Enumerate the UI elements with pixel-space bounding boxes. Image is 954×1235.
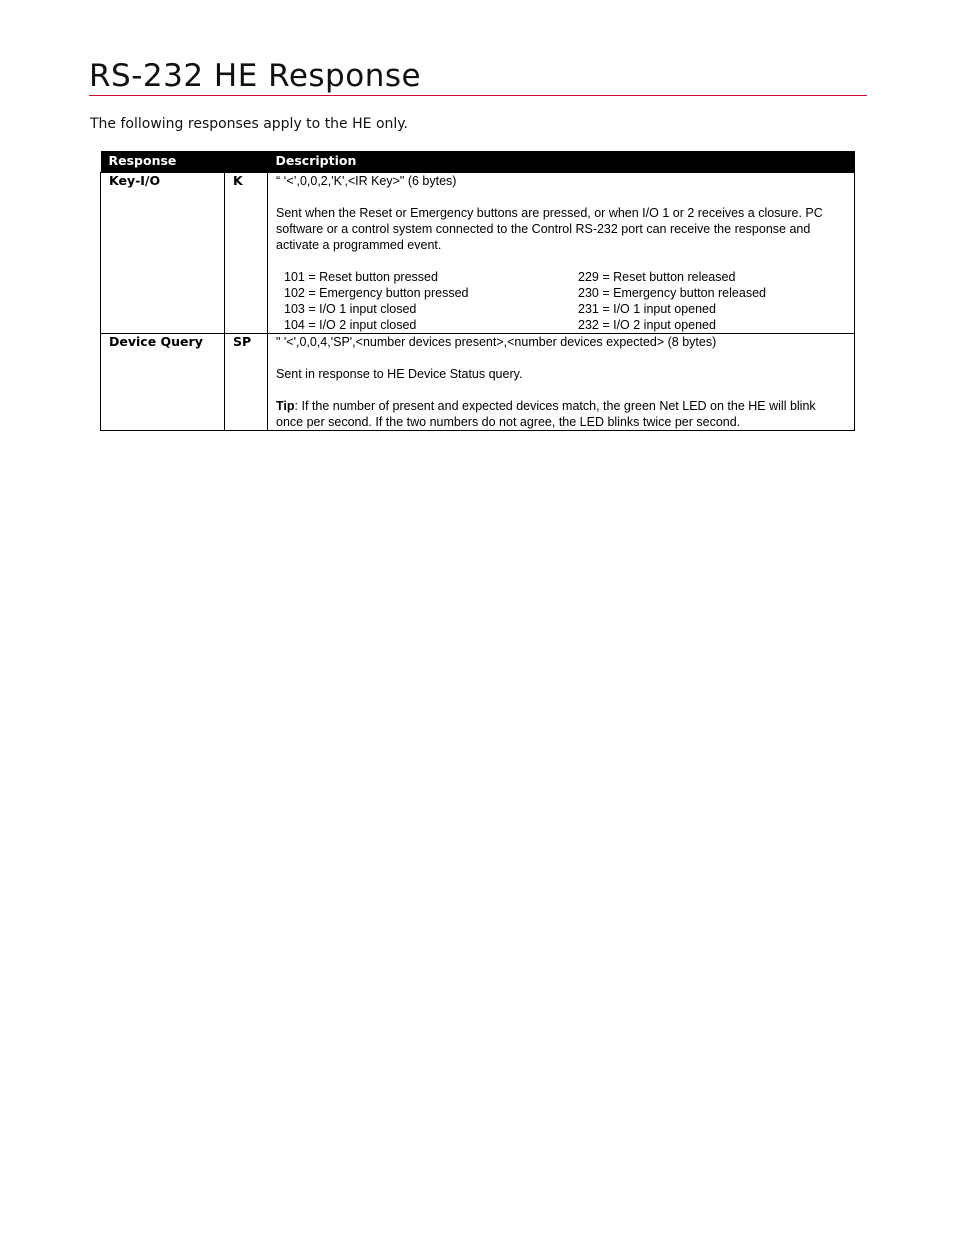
key-io-format: “ ‘<’,0,0,2,'K',<IR Key>" (6 bytes) (276, 174, 457, 188)
header-response: Response (101, 151, 268, 173)
row-name-device-query: Device Query (101, 334, 225, 431)
key-io-code-list (276, 269, 846, 333)
code-entry: 104 = I/O 2 input closed (284, 318, 417, 332)
header-description: Description (268, 151, 855, 173)
spacer (276, 189, 846, 205)
key-io-codes-left (284, 269, 578, 333)
code-entry: 230 = Emergency button released (578, 286, 766, 300)
spacer (276, 382, 846, 398)
title-rule (89, 95, 867, 96)
row-desc-key-io (268, 173, 855, 334)
intro-text: The following responses apply to the HE only. (90, 116, 409, 132)
code-entry: 232 = I/O 2 input opened (578, 318, 716, 332)
code-entry: 229 = Reset button released (578, 270, 736, 284)
key-io-codes-right (578, 269, 846, 333)
response-table (100, 151, 855, 431)
table-row-key-io (101, 173, 855, 334)
row-code-device-query: SP (225, 334, 268, 431)
device-query-tip (276, 398, 846, 430)
row-desc-device-query (268, 334, 855, 431)
row-code-key-io: K (225, 173, 268, 334)
code-entry: 103 = I/O 1 input closed (284, 302, 417, 316)
key-io-description: Sent when the Reset or Emergency buttons are pressed, or when I/O 1 or 2 receives a closure. PC software or a control system connected to the Control RS-232 port can receive the response and activate a programmed event. (276, 206, 823, 252)
spacer (276, 253, 846, 269)
device-query-format: " '<',0,0,4,'SP',<number devices present>,<number devices expected> (8 bytes) (276, 335, 717, 349)
tip-label: Tip (276, 399, 295, 413)
spacer (276, 350, 846, 366)
tip-text: : If the number of present and expected devices match, the green Net LED on the HE will blink once per second. If the two numbers do not agree, the LED blinks twice per second. (276, 399, 816, 429)
code-entry: 231 = I/O 1 input opened (578, 302, 716, 316)
row-name-key-io: Key-I/O (101, 173, 225, 334)
page-title: RS-232 HE Response (89, 58, 422, 94)
device-query-description: Sent in response to HE Device Status query. (276, 367, 523, 381)
table-row-device-query (101, 334, 855, 431)
code-entry: 101 = Reset button pressed (284, 270, 438, 284)
table-header-row (101, 151, 855, 173)
code-entry: 102 = Emergency button pressed (284, 286, 469, 300)
